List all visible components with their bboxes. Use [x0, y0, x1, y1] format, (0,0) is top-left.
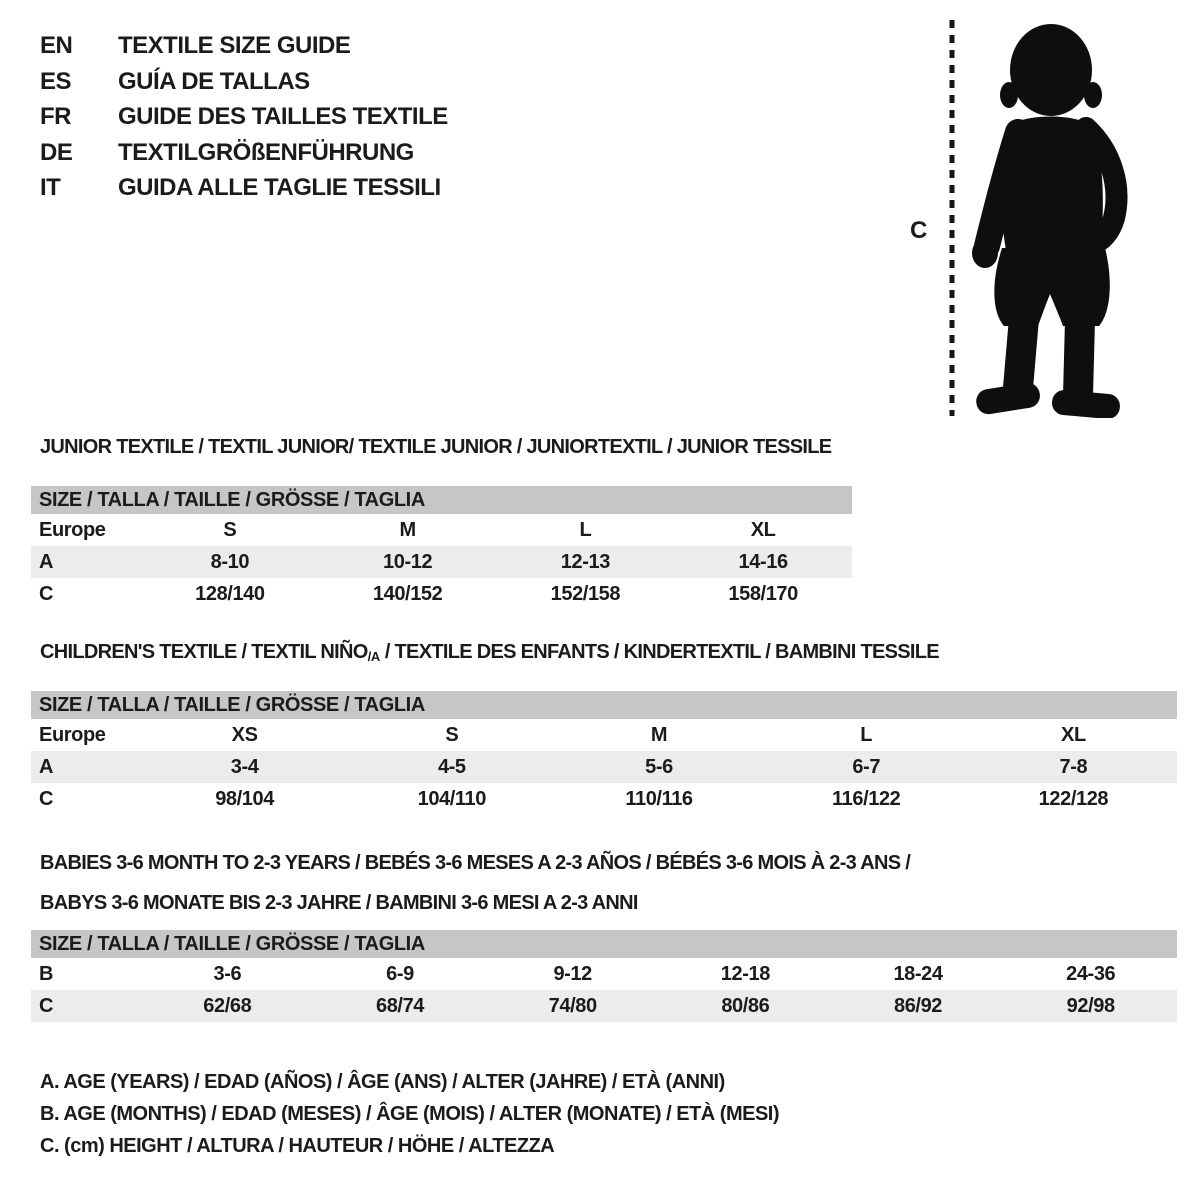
babies-size-table [31, 930, 1177, 1022]
age-cell: 4-5 [437, 756, 466, 778]
height-cell: 92/98 [1066, 995, 1115, 1017]
height-cell: 122/128 [1038, 788, 1109, 810]
row-label: C [39, 995, 54, 1017]
height-cell: 80/86 [721, 995, 770, 1017]
lang-code-it: IT [40, 174, 61, 201]
height-cell: 110/116 [625, 788, 693, 810]
babies-table-header: SIZE / TALLA / TAILLE / GRÖSSE / TAGLIA [31, 930, 1177, 958]
height-cell: 68/74 [375, 995, 425, 1017]
months-cell: 9-12 [553, 963, 592, 985]
children-title-sub: /A [367, 649, 380, 664]
months-cell: 18-24 [893, 963, 943, 985]
months-cell: 12-18 [720, 963, 770, 985]
children-section-title [40, 641, 939, 665]
row-label: C [39, 788, 54, 810]
row-label: B [39, 963, 54, 985]
junior-row-height [31, 578, 852, 610]
legend-line-b: B. AGE (MONTHS) / EDAD (MESES) / ÂGE (MOIS) / ALTER (MONATE) / ETÀ (MESI) [40, 1103, 780, 1125]
height-cell: 116/122 [832, 788, 901, 810]
size-cell: M [399, 519, 416, 541]
lang-title-es: GUÍA DE TALLAS [118, 67, 310, 95]
babies-row-months [31, 958, 1177, 990]
baby-silhouette-shape [972, 24, 1121, 418]
height-cell: 98/104 [215, 788, 274, 810]
junior-size-table [31, 486, 852, 610]
row-label: A [39, 551, 54, 573]
age-cell: 8-10 [210, 551, 250, 573]
baby-silhouette [960, 20, 1142, 418]
age-cell: 7-8 [1059, 756, 1088, 778]
lang-code-es: ES [40, 67, 72, 95]
children-title-after: / TEXTILE DES ENFANTS / KINDERTEXTIL / BAMBINI TESSILE [379, 641, 939, 663]
children-title-before: CHILDREN'S TEXTILE / TEXTIL NIÑO [40, 641, 368, 663]
size-cell: L [579, 519, 592, 541]
height-cell: 152/158 [550, 583, 621, 605]
size-cell: M [650, 724, 668, 746]
height-cell: 104/110 [417, 788, 486, 810]
babies-title-line-1: BABIES 3-6 MONTH TO 2-3 YEARS / BEBÉS 3-6 MESES A 2-3 AÑOS / BÉBÉS 3-6 MOIS À 2-3 ANS / [40, 852, 911, 874]
measure-legend [40, 1066, 779, 1162]
age-cell: 10-12 [383, 551, 433, 573]
size-cell: S [445, 724, 459, 746]
junior-row-europe [31, 514, 852, 546]
lang-title-fr: GUIDE DES TAILLES TEXTILE [118, 103, 448, 130]
months-cell: 6-9 [386, 963, 414, 985]
lang-code-en: EN [40, 32, 73, 59]
row-label: C [39, 583, 54, 605]
height-cell: 140/152 [372, 583, 443, 605]
size-cell: XL [1061, 724, 1086, 746]
measure-label-c: C [910, 217, 928, 244]
junior-table-header: SIZE / TALLA / TAILLE / GRÖSSE / TAGLIA [31, 486, 852, 514]
babies-row-height [31, 990, 1177, 1022]
legend-line-a: A. AGE (YEARS) / EDAD (AÑOS) / ÂGE (ANS) / ALTER (JAHRE) / ETÀ (ANNI) [40, 1071, 725, 1093]
months-cell: 3-6 [213, 963, 242, 985]
height-cell: 74/80 [548, 995, 597, 1017]
children-row-height [31, 783, 1177, 815]
row-label: Europe [39, 724, 106, 746]
children-table-header: SIZE / TALLA / TAILLE / GRÖSSE / TAGLIA [31, 691, 1177, 719]
height-cell: 86/92 [893, 995, 943, 1017]
lang-code-fr: FR [40, 103, 71, 130]
junior-row-age [31, 546, 852, 578]
age-cell: 12-13 [560, 551, 610, 573]
lang-title-de: TEXTILGRÖßENFÜHRUNG [118, 138, 414, 166]
size-cell: XS [231, 724, 258, 746]
lang-title-en: TEXTILE SIZE GUIDE [118, 32, 351, 59]
age-cell: 3-4 [230, 756, 259, 778]
size-cell: L [860, 724, 873, 746]
months-cell: 24-36 [1066, 963, 1116, 985]
lang-title-it: GUIDA ALLE TAGLIE TESSILI [118, 174, 441, 201]
legend-line-c: C. (cm) HEIGHT / ALTURA / HAUTEUR / HÖHE / ALTEZZA [40, 1135, 555, 1157]
height-cell: 128/140 [195, 583, 265, 605]
row-label: A [39, 756, 54, 778]
age-cell: 5-6 [645, 756, 673, 778]
children-size-table [31, 691, 1177, 815]
junior-section-title: JUNIOR TEXTILE / TEXTIL JUNIOR/ TEXTILE JUNIOR / JUNIORTEXTIL / JUNIOR TESSILE [40, 436, 832, 458]
children-row-europe [31, 719, 1177, 751]
babies-section-title [40, 843, 910, 923]
size-cell: XL [750, 519, 776, 541]
age-cell: 14-16 [738, 551, 788, 573]
children-row-age [31, 751, 1177, 783]
lang-code-de: DE [40, 138, 73, 166]
age-cell: 6-7 [852, 756, 881, 778]
size-cell: S [223, 519, 237, 541]
babies-title-line-2: BABYS 3-6 MONATE BIS 2-3 JAHRE / BAMBINI 3-6 MESI A 2-3 ANNI [40, 892, 638, 914]
height-measure-line [948, 18, 956, 418]
row-label: Europe [39, 519, 106, 541]
height-cell: 62/68 [203, 995, 252, 1017]
height-cell: 158/170 [728, 583, 798, 605]
language-title-list [40, 28, 448, 206]
